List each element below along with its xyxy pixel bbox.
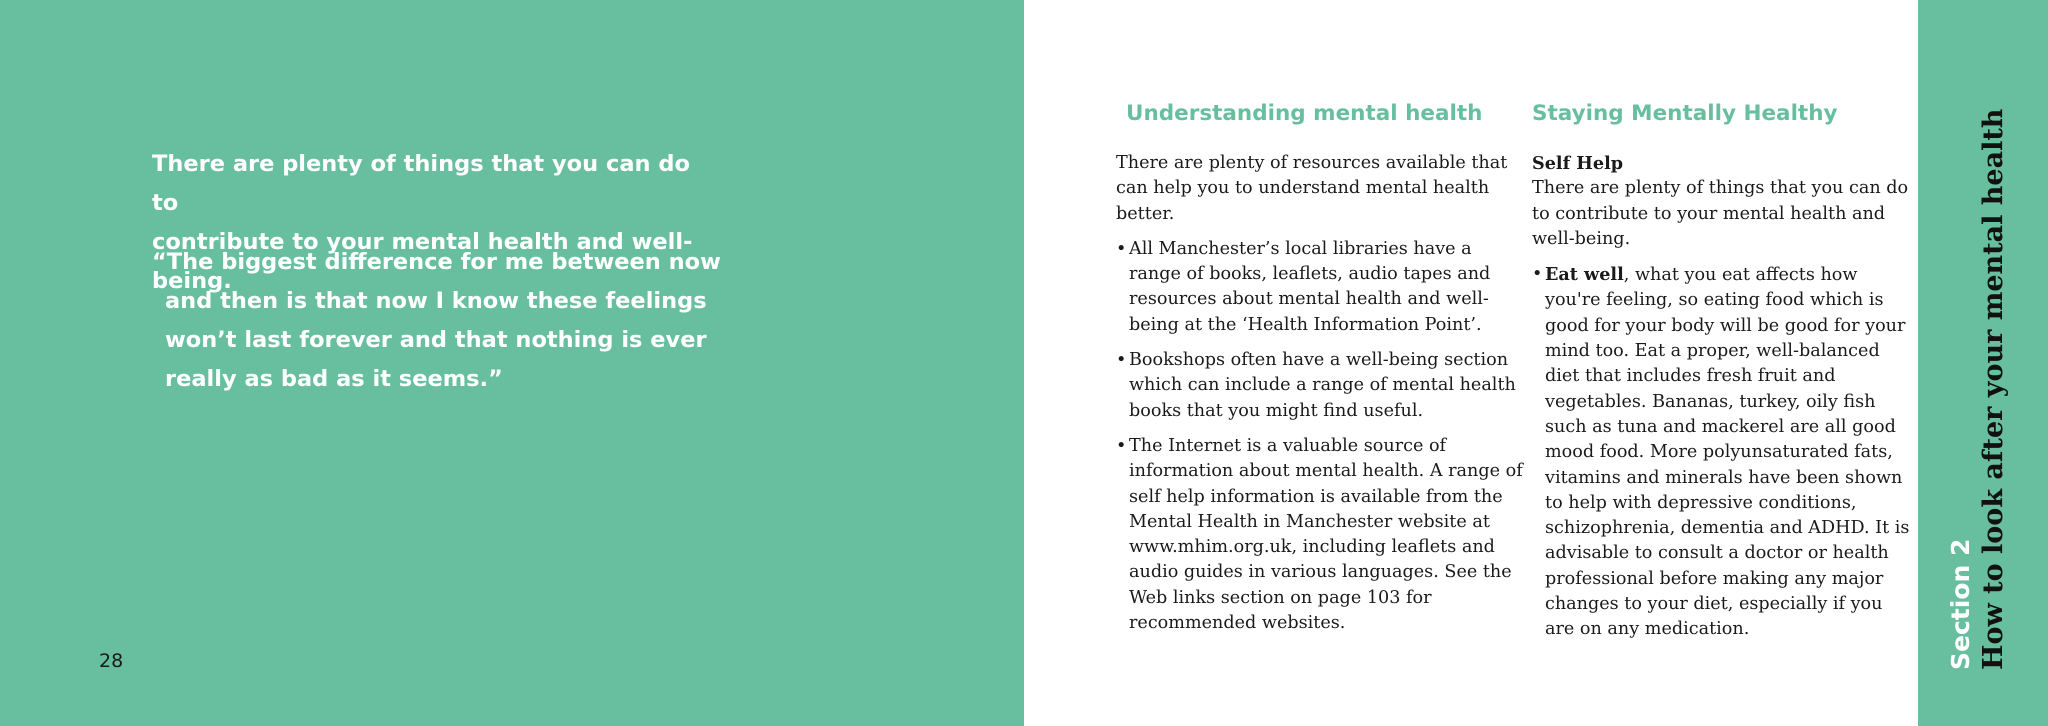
understanding-column — [1116, 98, 1526, 646]
quote-line: “The biggest difference for me between now — [152, 249, 721, 275]
quote-line: really as bad as it seems.” — [165, 366, 503, 392]
testimonial-quote — [152, 243, 721, 399]
staying-healthy-column — [1532, 98, 1912, 653]
page-number: 28 — [99, 650, 124, 672]
intro-line: contribute to your mental health and well-being. — [152, 229, 693, 294]
eat-well-label: Eat well — [1545, 264, 1624, 286]
list-item: • All Manchester’s local libraries have a range of books, leaflets, audio tapes and resources about mental health and well-being at the ‘Health Information Point’. — [1116, 237, 1526, 338]
self-help-list — [1532, 262, 1912, 642]
right-page — [1024, 0, 1918, 726]
section-tab — [1918, 0, 2048, 726]
eat-well-text: , what you eat affects how you're feeling, so eating food which is good for your body will be good for your mind too. Eat a proper, well-balanced diet that includes fresh fruit and vegetables. Bananas, turkey, oily fish such as tuna and mackerel are all good mood food. More polyunsaturated fats, vitamins and minerals have been shown to help with depressive conditions, schizophrenia, dementia and ADHD. It is advisable to consult a doctor or health professional before making any major changes to your diet, especially if you are on any medication. — [1545, 265, 1910, 640]
quote-line: won’t last forever and that nothing is ever — [165, 327, 707, 353]
self-help-intro: There are plenty of things that you can do to contribute to your mental health and well-being. — [1532, 178, 1909, 249]
list-item — [1532, 262, 1912, 642]
self-help-subheading: Self Help — [1532, 153, 1624, 174]
staying-healthy-heading: Staying Mentally Healthy — [1532, 101, 1838, 126]
intro-line: There are plenty of things that you can do to — [152, 151, 690, 216]
quote-line: and then is that now I know these feelings — [165, 288, 707, 314]
list-item: • Bookshops often have a well-being section which can include a range of mental health books that you might find useful. — [1116, 348, 1526, 424]
self-help-block — [1532, 151, 1912, 252]
resource-list — [1116, 237, 1526, 636]
list-item: • The Internet is a valuable source of information about mental health. A range of self help information is available from the Mental Health in Manchester website at www.mhim.org.uk, including leaflets and audio guides in various languages. See the Web links section on page 103 for recommended websites. — [1116, 434, 1526, 636]
understanding-heading: Understanding mental health — [1126, 101, 1483, 126]
understanding-intro: There are plenty of resources available that can help you to understand mental health better. — [1116, 153, 1508, 224]
section-title: How to look after your mental health — [1978, 108, 2009, 670]
section-tab-text — [1918, 0, 2048, 726]
section-label: Section 2 — [1946, 538, 1975, 670]
